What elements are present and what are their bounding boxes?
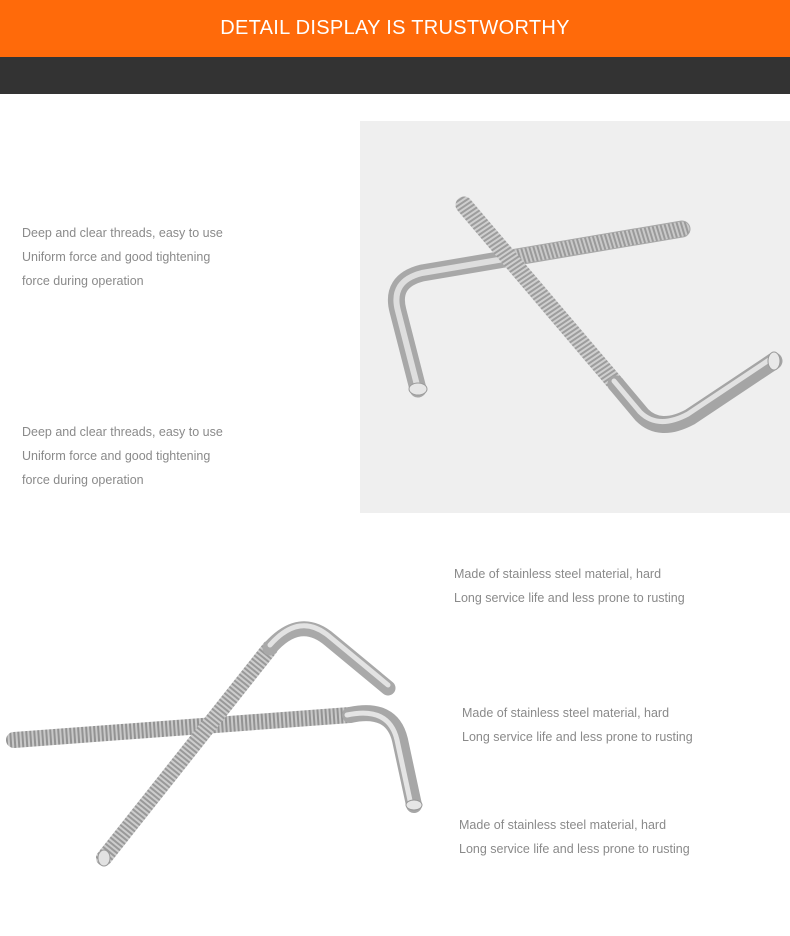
caption-line: force during operation bbox=[22, 473, 144, 487]
feature-caption-material-1 bbox=[454, 562, 685, 610]
caption-line: Uniform force and good tightening bbox=[22, 449, 211, 463]
caption-line: Uniform force and good tightening bbox=[22, 250, 211, 264]
page-title: DETAIL DISPLAY IS TRUSTWORTHY bbox=[220, 17, 570, 39]
feature-caption-material-2 bbox=[462, 701, 693, 749]
l-bolt-pair-photo-icon bbox=[360, 121, 790, 513]
header-banner bbox=[0, 0, 790, 57]
caption-line: force during operation bbox=[22, 274, 144, 288]
caption-line: Long service life and less prone to rusting bbox=[462, 730, 693, 744]
l-bolt-pair-photo-icon bbox=[0, 600, 440, 890]
product-photo-top bbox=[360, 121, 790, 513]
caption-line: Long service life and less prone to rusting bbox=[454, 591, 685, 605]
caption-line: Long service life and less prone to rusting bbox=[459, 842, 690, 856]
product-photo-bottom bbox=[0, 600, 440, 890]
feature-caption-threads-1 bbox=[22, 221, 223, 293]
feature-caption-material-3 bbox=[459, 813, 690, 861]
caption-line: Deep and clear threads, easy to use bbox=[22, 226, 223, 240]
caption-line: Deep and clear threads, easy to use bbox=[22, 425, 223, 439]
caption-line: Made of stainless steel material, hard bbox=[459, 818, 667, 832]
header-divider-strip bbox=[0, 57, 790, 94]
caption-line: Made of stainless steel material, hard bbox=[454, 567, 662, 581]
caption-line: Made of stainless steel material, hard bbox=[462, 706, 670, 720]
feature-caption-threads-2 bbox=[22, 420, 223, 492]
